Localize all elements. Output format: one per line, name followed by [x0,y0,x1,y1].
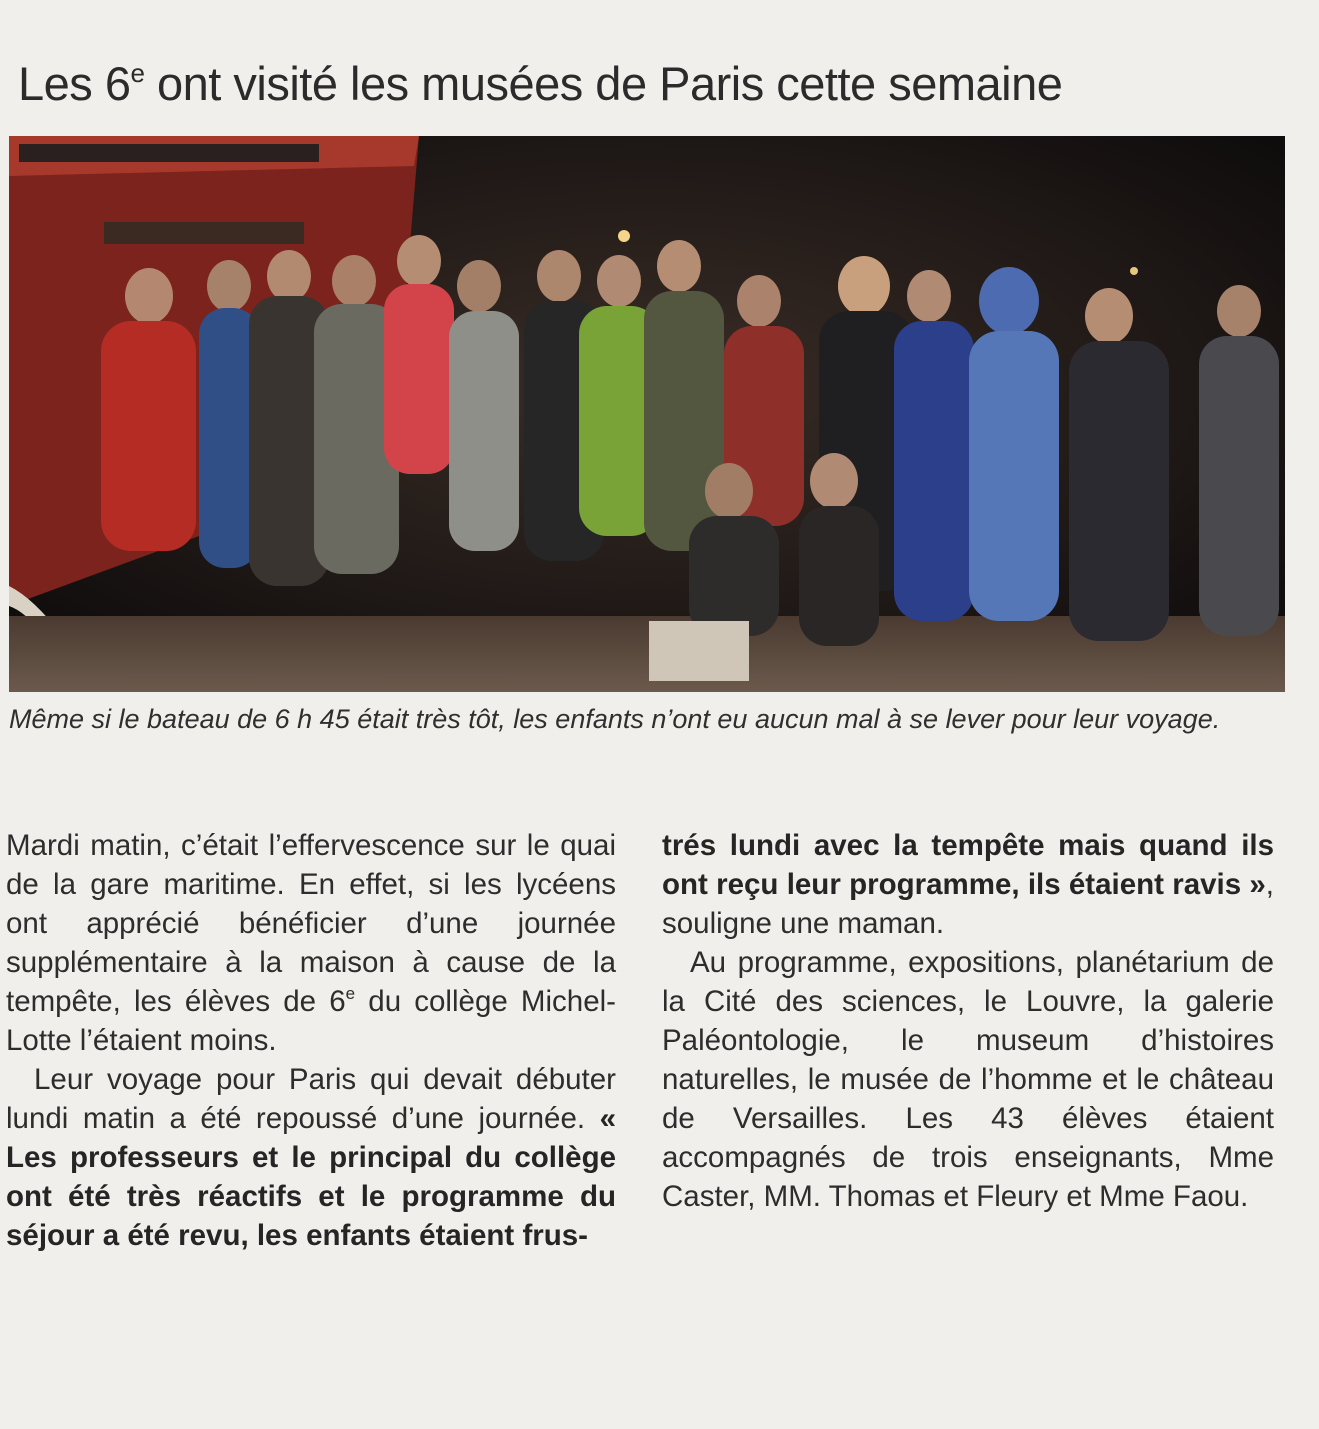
boat-windows-middle [104,222,304,244]
paragraph-3 [662,826,1274,943]
paragraph-2-text: Leur voyage pour Paris qui devait débuter lundi matin a été repoussé d’une journée. [6,1063,616,1135]
dock-light [618,230,630,242]
paragraph-4: Au programme, expositions, planétarium de la Cité des sciences, le Louvre, la galerie Paléontologie, le museum d’histoires naturelles, le musée de l’homme et le château de Versailles. Les 43 élèves étaient accompagnés de trois enseignants, Mme Caster, MM. Thomas et Fleury et Mme Faou. [662,946,1274,1213]
headline-superscript: e [130,58,145,88]
paragraph-1-text: Mardi matin, c’était l’effervescence sur le quai de la gare maritime. En effet, si les lycéens ont apprécié bénéficier d’une journée supplémentaire à la maison à cause de la tempête, les élèves de 6 [6,829,616,1018]
article-column-left [6,826,616,1255]
article-column-right [662,826,1274,1216]
photo-caption: Même si le bateau de 6 h 45 était très tôt, les enfants n’ont eu aucun mal à se lever pour leur voyage. [9,704,1221,734]
dock-light-2 [1130,267,1138,275]
paragraph-1-text-end: du collège Michel-Lotte l’étaient moins. [6,985,616,1057]
paragraph-3-text: , souligne une maman. [662,868,1274,940]
quote-end: trés lundi avec la tempête mais quand ils ont reçu leur programme, ils étaient ravis » [662,829,1274,901]
paragraph-1-superscript: e [345,984,356,1003]
headline-end: ont visité les musées de Paris cette semaine [144,57,1063,110]
boat-windows-top [19,144,319,162]
headline-start: Les 6 [18,57,131,110]
paragraph-1 [6,826,616,1060]
article-photo [9,136,1285,692]
paragraph-2 [6,1060,616,1255]
group-photo-illustration [9,136,1285,692]
quote-start: « Les professeurs et le principal du collège ont été très réactifs et le programme du séjour a été revu, les enfants étaient frus- [6,1102,616,1252]
article-headline [18,52,1308,116]
